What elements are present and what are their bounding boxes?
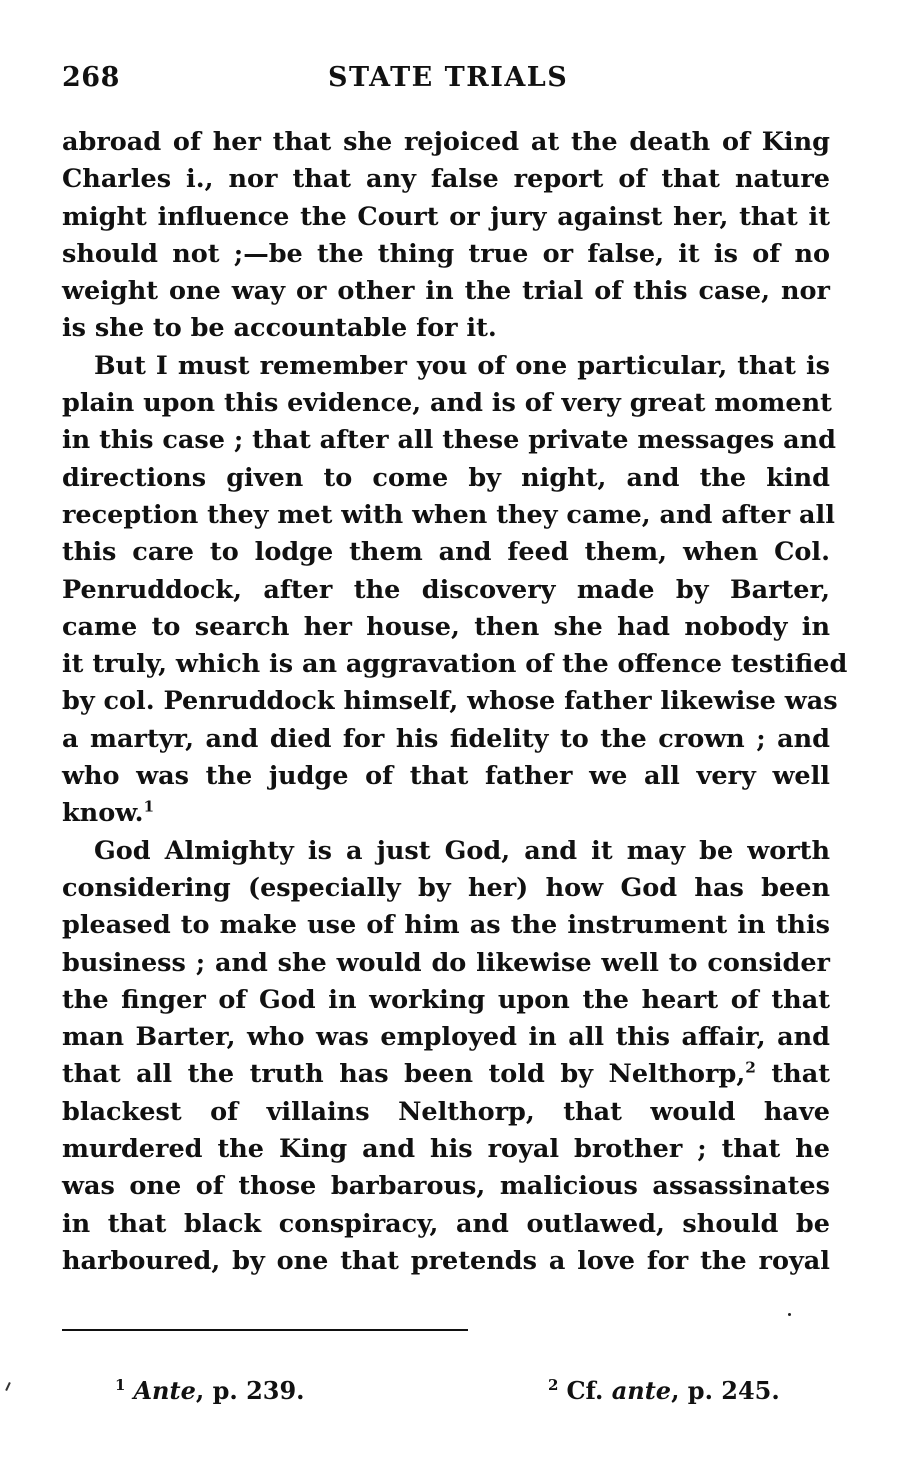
paragraph-1 xyxy=(62,124,830,348)
footnote-number: 1 xyxy=(115,1376,126,1394)
text-line: might influence the Court or jury against her, that it xyxy=(62,201,830,232)
print-speck xyxy=(788,1313,791,1316)
footnote-rule xyxy=(62,1329,468,1331)
paragraph-3 xyxy=(62,833,830,1281)
footnote-1 xyxy=(115,1376,305,1405)
body-text xyxy=(62,124,848,1280)
text-line: the finger of God in working upon the heart of that xyxy=(62,984,830,1015)
footnote-ref[interactable]: 1 xyxy=(143,797,155,816)
footnote-prefix: Cf. xyxy=(566,1376,612,1405)
text-line: weight one way or other in the trial of this case, nor xyxy=(62,276,830,307)
text-line: considering (especially by her) how God has been xyxy=(62,872,830,903)
text-fragment: that all the truth has been told by Nelthorp, xyxy=(62,1059,746,1090)
text-line: this care to lodge them and feed them, when Col. xyxy=(62,537,830,568)
text-line: pleased to make use of him as the instrument in this xyxy=(62,910,830,941)
footnote-italic: Ante xyxy=(133,1376,196,1405)
footnote-number: 2 xyxy=(548,1376,559,1394)
text-line: who was the judge of that father we all very well xyxy=(62,761,830,792)
text-line: reception they met with when they came, and after all xyxy=(62,499,835,530)
text-line: is she to be accountable for it. xyxy=(62,313,497,344)
footnote-ref[interactable]: 2 xyxy=(745,1058,756,1077)
text-line: plain upon this evidence, and is of very great moment xyxy=(62,388,832,419)
text-line: a martyr, and died for his fidelity to the crown ; and xyxy=(62,723,830,754)
text-line: came to search her house, then she had nobody in xyxy=(62,611,830,642)
text-line: was one of those barbarous, malicious assassinates xyxy=(62,1171,830,1202)
text-line: by col. Penruddock himself, whose father likewise was xyxy=(62,686,838,717)
running-header xyxy=(62,62,830,102)
text-line: harboured, by one that pretends a love for the royal xyxy=(62,1245,830,1276)
footnote-text: , p. 245. xyxy=(671,1376,780,1405)
footnote-2 xyxy=(548,1376,780,1405)
running-title: STATE TRIALS xyxy=(328,62,569,93)
footnotes xyxy=(0,1376,900,1410)
text-line-with-footnote xyxy=(62,1056,830,1093)
text-line: business ; and she would do likewise well to consider xyxy=(62,947,830,978)
text-line: Charles i., nor that any false report of that nature xyxy=(62,164,830,195)
text-line: in that black conspiracy, and outlawed, should be xyxy=(62,1208,830,1239)
text-line: man Barter, who was employed in all this affair, and xyxy=(62,1022,830,1053)
page-number: 268 xyxy=(62,62,120,93)
text-line: abroad of her that she rejoiced at the death of King xyxy=(62,127,830,157)
text-line: Penruddock, after the discovery made by Barter, xyxy=(62,574,830,605)
text-line: should not ;—be the thing true or false, it is of no xyxy=(62,238,830,269)
text-line: blackest of villains Nelthorp, that would have xyxy=(62,1096,830,1127)
paragraph-2 xyxy=(62,348,848,833)
text-line: in this case ; that after all these private messages and xyxy=(62,425,837,456)
text-line-with-footnote xyxy=(62,795,830,832)
text-line: directions given to come by night, and the kind xyxy=(62,462,830,493)
text-fragment: that xyxy=(755,1059,831,1090)
text-line: But I must remember you of one particular, that is xyxy=(94,350,830,381)
text-fragment: know. xyxy=(62,798,144,829)
text-line: God Almighty is a just God, and it may be worth xyxy=(94,835,830,866)
footnote-text: , p. 239. xyxy=(195,1376,305,1405)
footnote-italic: ante xyxy=(611,1376,672,1405)
text-line: murdered the King and his royal brother ; that he xyxy=(62,1134,830,1165)
text-line: it truly, which is an aggravation of the offence testified xyxy=(62,649,848,680)
